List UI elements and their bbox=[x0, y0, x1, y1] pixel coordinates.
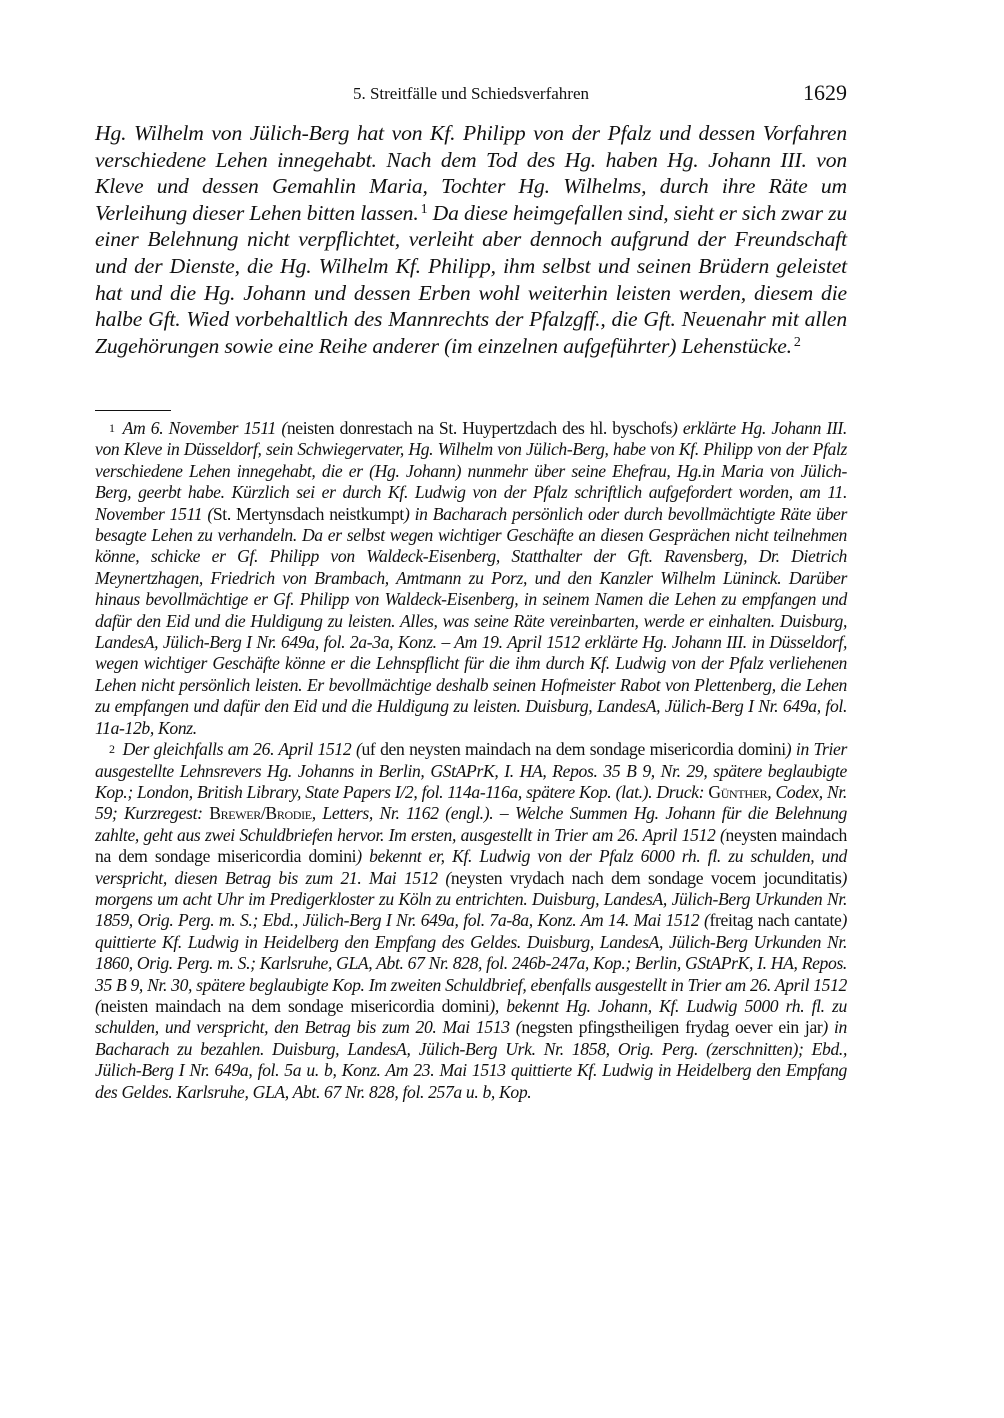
footnote-text: , Codex, Nr. 59; Kurzregest: bbox=[95, 781, 847, 824]
regest-text-part-1: Hg. Wilhelm von Jülich-Berg hat von Kf. Philipp von der Pfalz und dessen Vorfahren verschiedene Lehen innegehabt. Nach dem Tod des Hg. haben Hg. Johann III. von Kleve und dessen Gemahlin Maria, Tochter Hg. Wilhelms, durch ihre Räte um Verleihung dieser Lehen bitten lassen. bbox=[95, 121, 847, 225]
footnote-text: ) in Trier ausgestellte Lehnsrevers Hg. Johanns in Berlin, GStAPrK, I. HA, Repos. 35 B 9, Nr. 29, spätere beglaubigte Kop.; London, British Library, State Papers I/2, fol. 114a-116a, spätere Kop. (lat.). Druck: bbox=[95, 739, 848, 802]
quoted-source-text: neisten maindach na dem sondage misericordia domini bbox=[100, 995, 490, 1016]
running-title: 5. Streitfälle und Schiedsverfahren bbox=[352, 84, 590, 103]
footnote-text: ), bekennt Hg. Johann, Kf. Ludwig 5000 rh. fl. zu schulden, und verspricht, den Betrag bis zum 20. Mai 1513 ( bbox=[95, 995, 847, 1038]
page-number: 1629 bbox=[803, 80, 847, 105]
quoted-source-text: freitag nach cantate bbox=[709, 910, 842, 931]
page-header bbox=[95, 80, 847, 108]
author-name: Günther bbox=[708, 781, 768, 802]
footnote-ref-2[interactable]: 2 bbox=[793, 334, 801, 350]
footnotes bbox=[95, 418, 847, 1103]
footnote-text: Am 6. November 1511 ( bbox=[122, 418, 287, 438]
footnote-ref-1[interactable]: 1 bbox=[420, 201, 428, 217]
regest-text-part-2: Da diese heimgefallen sind, sieht er sich zwar zu einer Belehnung nicht verpflichtet, verleiht aber dennoch aufgrund der Freundschaft und der Dienste, die Hg. Wilhelm Kf. Philipp, ihm selbst und seinen Brüdern geleistet hat und die Hg. Johann und dessen Erben wohl weiterhin leisten werden, diesem die halbe Gft. Wied vorbehaltlich des Mannrechts der Pfalzgff., die Gft. Neuenahr mit allen Zugehörungen sowie eine Reihe anderer (im einzelnen aufgeführter) Lehenstücke. bbox=[95, 200, 847, 358]
quoted-source-text: neisten donrestach na St. Huypertzdach des hl. byschofs bbox=[286, 418, 673, 438]
footnote-number: 1 bbox=[109, 421, 115, 435]
footnote-text: ) erklärte Hg. Johann III. von Kleve in Düsseldorf, sein Schwiegervater, Hg. Wilhelm von Jülich-Berg, habe von Kf. Philipp von der Pfalz verschiedene Lehen innegehabt, die er (Hg. Johann) nunmehr über seine Ehefrau, Hg.in Maria von Jülich-Berg, geerbt habe. Kürzlich sei er durch Kf. Ludwig von der Pfalz schriftlich aufgefordert worden, am 11. November 1511 ( bbox=[95, 418, 847, 524]
footnote-separator bbox=[95, 410, 171, 411]
footnote-text: ) quittierte Kf. Ludwig in Heidelberg den Empfang des Geldes. Duisburg, LandesA, Jülich-Berg Urkunden Nr. 1860, Orig. Perg. m. S.; Karlsruhe, GLA, Abt. 67 Nr. 828, fol. 246b-247a, Kop.; Berlin, GStAPrK, I. HA, Repos. 35 B 9, Nr. 30, spätere beglaubigte Kop. Im zweiten Schuldbrief, ebenfalls ausgestellt in Trier am 26. April 1512 ( bbox=[95, 910, 847, 1016]
footnote-text: ) in Bacharach zu bezahlen. Duisburg, LandesA, Jülich-Berg Urk. Nr. 1858, Orig. Perg. (zerschnitten); Ebd., Jülich-Berg I Nr. 649a, fol. 5a u. b, Konz. Am 23. Mai 1513 quittierte Kf. Ludwig in Heidelberg den Empfang des Geldes. Karlsruhe, GLA, Abt. 67 Nr. 828, fol. 257a u. b, Kop. bbox=[95, 1017, 848, 1102]
footnote-number: 2 bbox=[109, 742, 115, 757]
quoted-source-text: St. Mertynsdach neistkumpt bbox=[212, 503, 404, 524]
footnote-1 bbox=[95, 418, 847, 739]
footnote-text: ) in Bacharach persönlich oder durch bevollmächtigte Räte über besagte Lehen zu verhandeln. Da er selbst wegen wichtiger Geschäfte an diesen Gesprächen nicht teilnehmen könne, schicke er Gf. Philipp von Waldeck-Eisenberg, Statthalter der Gft. Ravensberg, Dr. Dietrich Meynertzhagen, Friedrich von Brambach, Amtmann zu Porz, und den Kanzler Wilhelm Lüninck. Darüber hinaus bevollmächtige er Gf. Philipp von Waldeck-Eisenberg, in seinem Namen die Lehen zu empfangen und dafür den Eid und die Huldigung zu leisten. Alles, was seine Räte vereinbarten, werde er einhalten. Duisburg, LandesA, Jülich-Berg I Nr. 649a, fol. 2a-3a, Konz. – Am 19. April 1512 erklärte Hg. Johann III. in Düsseldorf, wegen wichtiger Geschäfte könne er die Lehnspflicht für die ihm durch Kf. Ludwig von der Pfalz verliehenen Lehen nicht persönlich leisten. Er bevollmächtige deshalb seinen Hofmeister Rabot von Plettenberg, die Lehen zu empfangen und dafür den Eid und die Huldigung zu leisten. Duisburg, LandesA, Jülich-Berg I Nr. 649a, fol. 11a-12b, Konz. bbox=[95, 503, 847, 738]
author-name: Brewer/Brodie bbox=[209, 803, 312, 824]
footnote-text: ) morgens um acht Uhr im Predigerkloster zu Köln zu entrichten. Duisburg, LandesA, Jülich-Berg Urkunden Nr. 1859, Orig. Perg. m. S.; Ebd., Jülich-Berg I Nr. 649a, fol. 7a-8a, Konz. Am 14. Mai 1512 ( bbox=[95, 867, 848, 931]
footnote-text: , Letters, Nr. 1162 (engl.). – Welche Summen Hg. Johann für die Belehnung zahlte, geht aus zwei Schuldbriefen hervor. Im ersten, ausgestellt in Trier am 26. April 1512 ( bbox=[95, 803, 847, 845]
quoted-source-text: neysten maindach na dem sondage misericordia domini bbox=[95, 824, 847, 867]
footnote-text: Der gleichfalls am 26. April 1512 ( bbox=[122, 739, 362, 760]
regest-text bbox=[95, 120, 847, 359]
footnote-text: ) bekennt er, Kf. Ludwig von der Pfalz 6000 rh. fl. zu schulden, und verspricht, diesen Betrag bis zum 21. Mai 1512 ( bbox=[95, 846, 848, 888]
quoted-source-text: negsten pfingstheiligen frydag oever ein jar bbox=[521, 1017, 823, 1038]
footnote-2 bbox=[95, 739, 847, 1103]
quoted-source-text: uf den neysten maindach na dem sondage misericordia domini bbox=[361, 739, 786, 760]
quoted-source-text: neysten vrydach nach dem sondage vocem jocunditatis bbox=[450, 867, 842, 888]
